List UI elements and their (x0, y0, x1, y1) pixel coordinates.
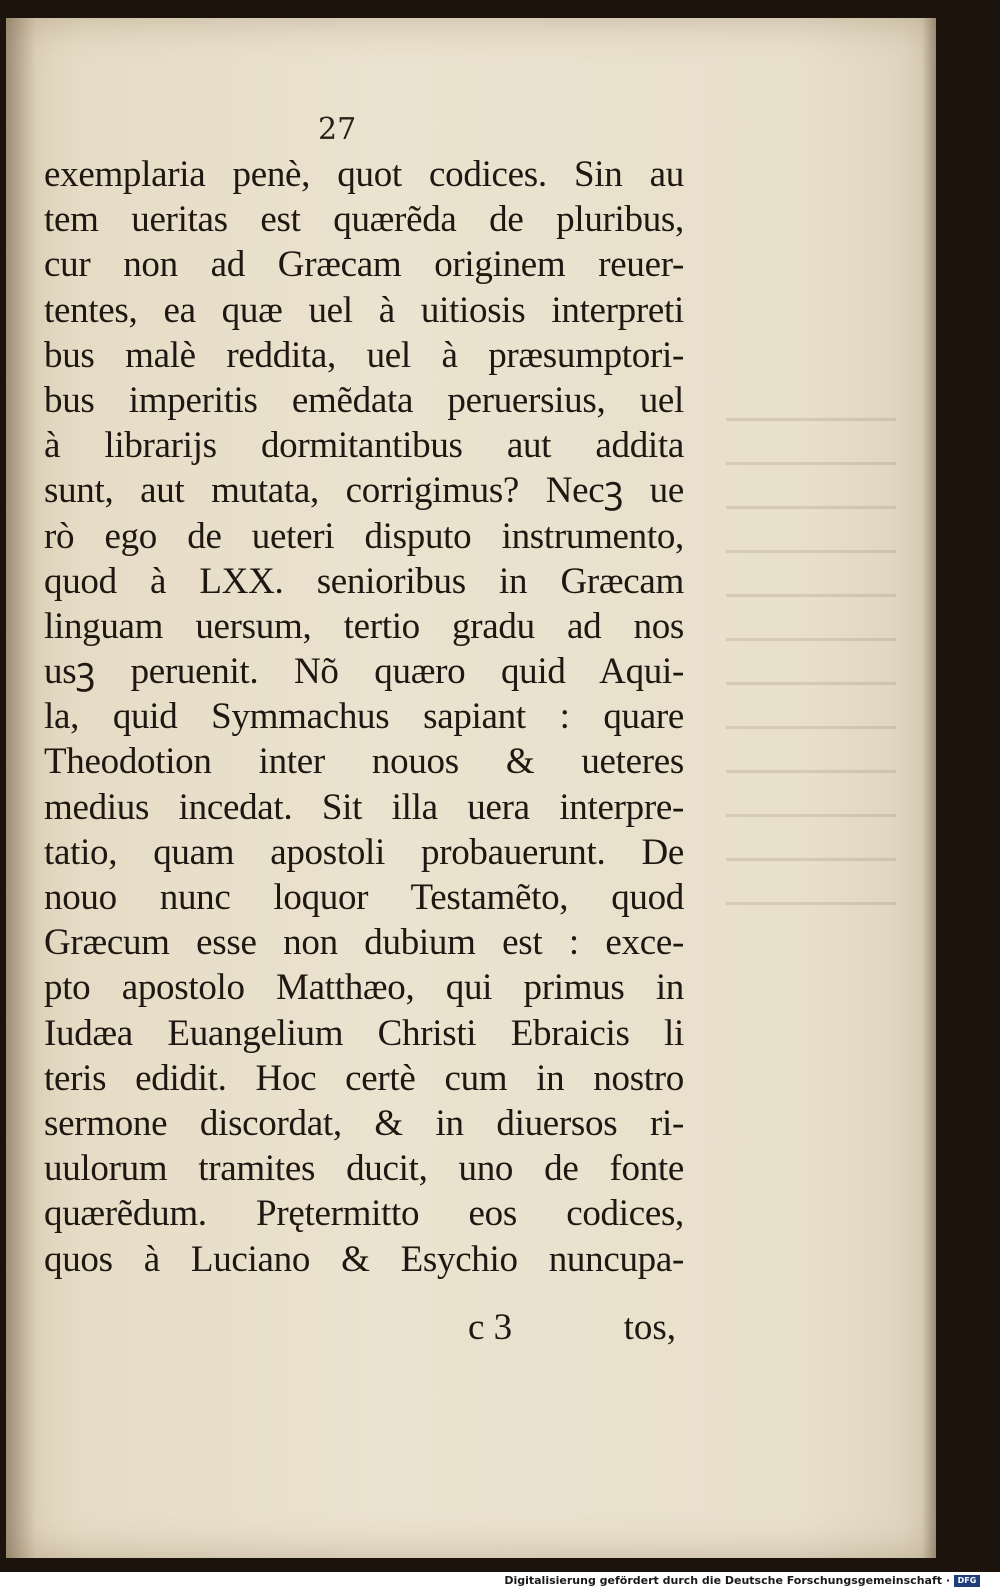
text-line: sunt, aut mutata, corrigimus? Necꝫ ue (44, 470, 684, 512)
text-line: exemplaria penè, quot codices. Sin au (44, 154, 684, 195)
text-line: tentes, ea quæ uel à uitiosis interpreti (44, 289, 684, 331)
text-line: teris edidit. Hoc certè cum in nostro (44, 1057, 684, 1099)
text-line: linguam uersum, tertio gradu ad nos (44, 605, 684, 647)
page-number: 27 (318, 112, 357, 147)
footer-bar (0, 1572, 1000, 1590)
printer-signature: c 3 (468, 1307, 513, 1348)
dfg-logo-icon: DFG (954, 1575, 980, 1587)
text-line: quos à Luciano & Esychio nuncupa- (44, 1238, 684, 1280)
bleed-through-text (726, 418, 896, 918)
text-line: uulorum tramites ducit, uno de fonte (44, 1148, 684, 1190)
text-line: bus malè reddita, uel à præsumptori- (44, 334, 684, 376)
text-line: Iudæa Euangelium Christi Ebraicis li (44, 1012, 684, 1054)
text-line: Græcum esse non dubium est : exce- (44, 922, 684, 964)
text-line: tem ueritas est quærẽda de pluribus, (44, 199, 684, 241)
signature-line (44, 1306, 684, 1351)
text-line: cur non ad Græcam originem reuer- (44, 244, 684, 286)
text-line: usꝫ peruenit. Nõ quæro quid Aqui- (44, 651, 684, 693)
text-line: rò ego de ueteri disputo instrumento, (44, 515, 684, 557)
page-edge-shadow (922, 18, 936, 1558)
text-line: tatio, quam apostoli probauerunt. De (44, 831, 684, 873)
funding-notice: Digitalisierung gefördert durch die Deutsche Forschungsgemeinschaft · (504, 1574, 950, 1587)
catchword: tos, (623, 1307, 676, 1348)
text-line: sermone discordat, & in diuersos ri- (44, 1102, 684, 1144)
text-line: bus imperitis emẽdata peruersius, uel (44, 379, 684, 421)
text-line: pto apostolo Matthæo, qui primus in (44, 967, 684, 1009)
text-line: la, quid Symmachus sapiant : quare (44, 696, 684, 738)
page-gutter-shadow (6, 18, 36, 1558)
text-line: Theodotion inter nouos & ueteres (44, 741, 684, 783)
text-line: à librarijs dormitantibus aut addita (44, 425, 684, 467)
text-line: nouo nunc loquor Testamẽto, quod (44, 877, 684, 918)
text-line: medius incedat. Sit illa uera interpre- (44, 786, 684, 828)
text-line: quod à LXX. senioribus in Græcam (44, 560, 684, 602)
text-line: quærẽdum. Prętermitto eos codices, (44, 1193, 684, 1235)
body-text (44, 152, 684, 1282)
